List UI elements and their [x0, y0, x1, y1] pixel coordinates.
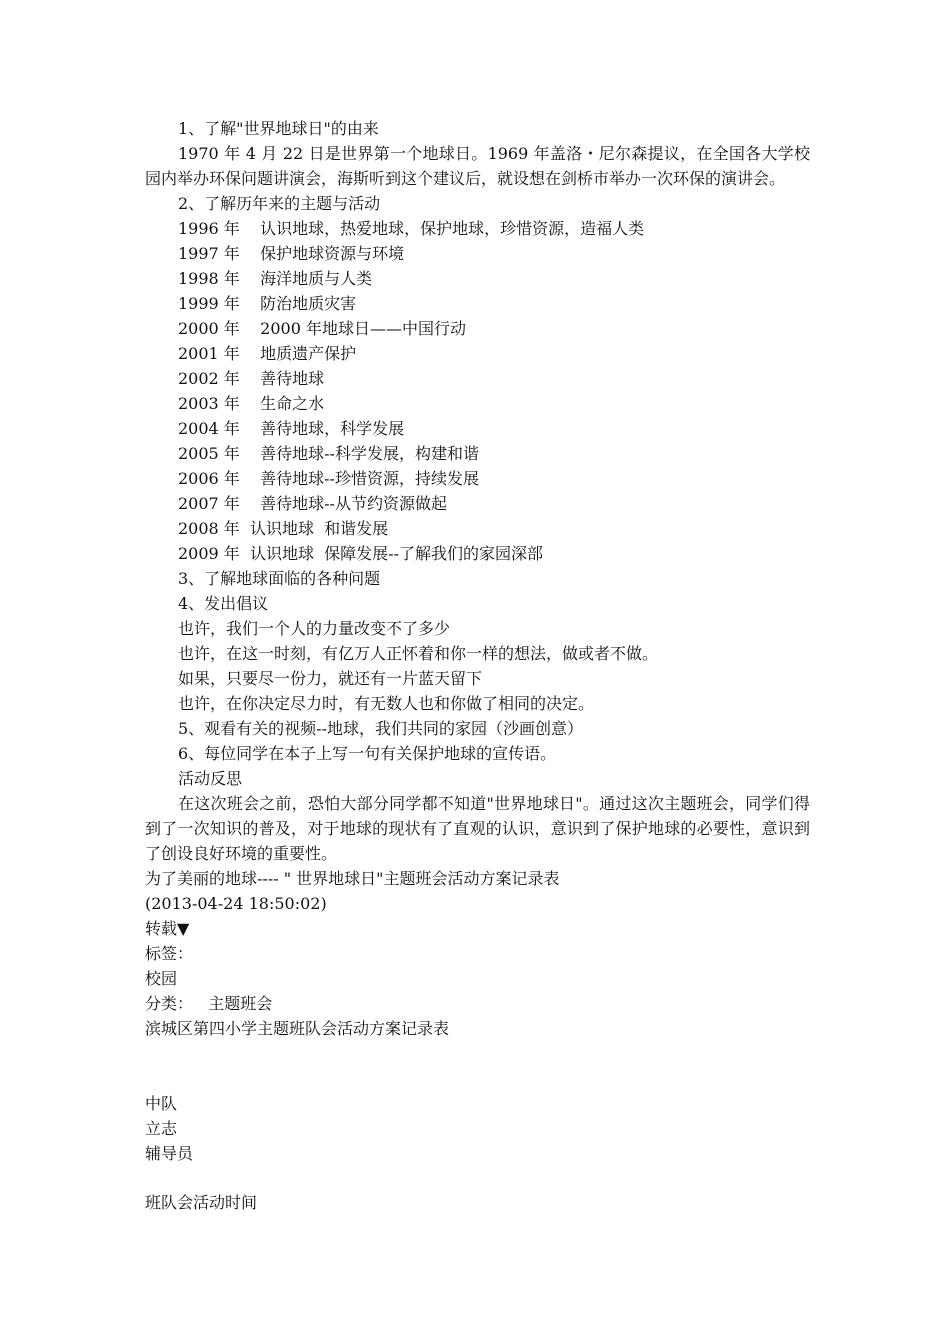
theme-row: 2004 年 善待地球，科学发展 — [178, 419, 405, 438]
field-label: 中队 — [145, 1094, 178, 1113]
reflection-title: 活动反思 — [178, 769, 243, 788]
theme-row: 2005 年 善待地球--科学发展，构建和谐 — [178, 444, 479, 463]
paragraph-origin: 1970 年 4 月 22 日是世界第一个地球日。1969 年盖洛・尼尔森提议，在全国各大学校园内举办环保问题讲演会，海斯听到这个建议后，就设想在剑桥市举办一次环保的演讲会。 — [145, 144, 810, 188]
field-label: 立志 — [145, 1119, 178, 1138]
theme-row: 1996 年 认识地球，热爱地球，保护地球，珍惜资源，造福人类 — [178, 219, 645, 238]
heading-1: 1、了解"世界地球日"的由来 — [178, 119, 379, 138]
theme-row: 2000 年 2000 年地球日——中国行动 — [178, 319, 466, 338]
heading-2: 2、了解历年来的主题与活动 — [178, 194, 381, 213]
category-label: 分类： 主题班会 — [145, 994, 273, 1013]
heading-6: 6、每位同学在本子上写一句有关保护地球的宣传语。 — [178, 744, 557, 763]
post-title: 为了美丽的地球---- " 世界地球日"主题班会活动方案记录表 — [145, 869, 560, 888]
tags-label: 标签： — [145, 944, 194, 963]
theme-row: 1998 年 海洋地质与人类 — [178, 269, 373, 288]
theme-row: 2006 年 善待地球--珍惜资源，持续发展 — [178, 469, 479, 488]
theme-row: 2003 年 生命之水 — [178, 394, 325, 413]
theme-row: 2001 年 地质遗产保护 — [178, 344, 357, 363]
heading-5: 5、观看有关的视频--地球，我们共同的家园（沙画创意） — [178, 719, 583, 738]
poem-line: 如果，只要尽一份力，就还有一片蓝天留下 — [178, 669, 483, 688]
theme-row: 2008 年 认识地球 和谐发展 — [178, 519, 389, 538]
heading-3: 3、了解地球面临的各种问题 — [178, 569, 381, 588]
field-label: 辅导员 — [145, 1144, 194, 1163]
reflection-paragraph: 在这次班会之前，恐怕大部分同学都不知道"世界地球日"。通过这次主题班会，同学们得到了一次知识的普及，对于地球的现状有了直观的认识，意识到了保护地球的必要性，意识到了创设良好环境的重要性。 — [145, 794, 810, 863]
heading-4: 4、发出倡议 — [178, 594, 269, 613]
repost-link[interactable]: 转载▼ — [145, 919, 190, 938]
theme-row: 2002 年 善待地球 — [178, 369, 325, 388]
theme-row: 2007 年 善待地球--从节约资源做起 — [178, 494, 447, 513]
poem-line: 也许，我们一个人的力量改变不了多少 — [178, 619, 451, 638]
theme-row: 2009 年 认识地球 保障发展--了解我们的家园深部 — [178, 544, 543, 563]
theme-row: 1997 年 保护地球资源与环境 — [178, 244, 405, 263]
post-date: (2013-04-24 18:50:02) — [145, 894, 327, 913]
time-label: 班队会活动时间 — [145, 1193, 258, 1212]
poem-line: 也许，在这一时刻，有亿万人正怀着和你一样的想法，做或者不做。 — [178, 644, 659, 663]
table-title: 滨城区第四小学主题班队会活动方案记录表 — [145, 1019, 450, 1038]
tag-link[interactable]: 校园 — [145, 969, 178, 988]
poem-line: 也许，在你决定尽力时，有无数人也和你做了相同的决定。 — [178, 694, 595, 713]
theme-row: 1999 年 防治地质灾害 — [178, 294, 357, 313]
